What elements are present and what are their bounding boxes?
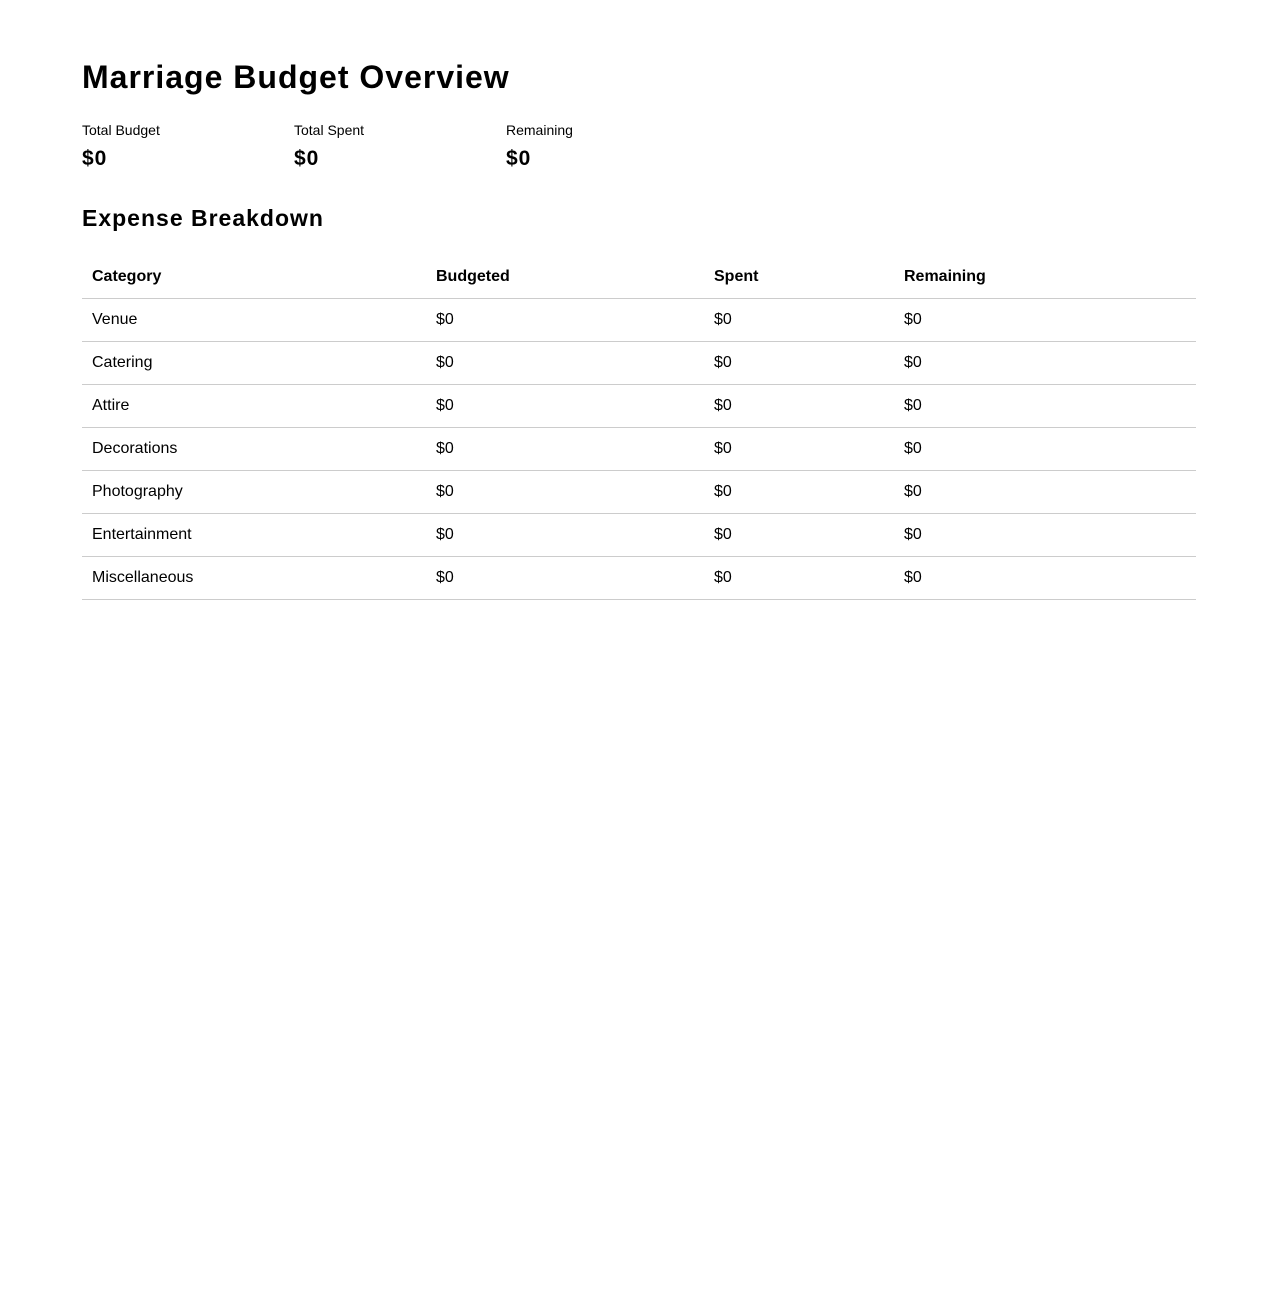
table-row: [82, 342, 1196, 385]
remaining-cell: $0: [894, 342, 1196, 385]
remaining-cell: $0: [894, 428, 1196, 471]
summary-label: Remaining: [506, 122, 573, 138]
budgeted-cell: $0: [426, 385, 704, 428]
summary-label: Total Budget: [82, 122, 160, 138]
summary-value: $0: [506, 147, 532, 170]
budgeted-cell: $0: [426, 471, 704, 514]
category-cell: Entertainment: [82, 514, 426, 557]
summary-total-budget: [82, 121, 294, 171]
budgeted-cell: $0: [426, 557, 704, 600]
summary-cards: [82, 121, 718, 171]
summary-total-spent: [294, 121, 506, 171]
expense-table: [82, 256, 1196, 600]
category-cell: Attire: [82, 385, 426, 428]
remaining-cell: $0: [894, 385, 1196, 428]
category-cell: Miscellaneous: [82, 557, 426, 600]
budgeted-cell: $0: [426, 514, 704, 557]
budgeted-cell: $0: [426, 299, 704, 342]
spent-cell: $0: [704, 385, 894, 428]
remaining-cell: $0: [894, 557, 1196, 600]
remaining-cell: $0: [894, 514, 1196, 557]
spent-cell: $0: [704, 299, 894, 342]
table-row: [82, 385, 1196, 428]
spent-cell: $0: [704, 514, 894, 557]
remaining-cell: $0: [894, 471, 1196, 514]
section-heading: Expense Breakdown: [82, 205, 324, 231]
table-row: [82, 428, 1196, 471]
column-header: Spent: [704, 256, 894, 299]
summary-label: Total Spent: [294, 122, 365, 138]
table-row: [82, 299, 1196, 342]
table-row: [82, 514, 1196, 557]
column-header: Category: [82, 256, 426, 299]
table-row: [82, 471, 1196, 514]
category-cell: Venue: [82, 299, 426, 342]
table-row: [82, 557, 1196, 600]
category-cell: Decorations: [82, 428, 426, 471]
category-cell: Catering: [82, 342, 426, 385]
summary-value: $0: [294, 147, 320, 170]
spent-cell: $0: [704, 428, 894, 471]
budgeted-cell: $0: [426, 342, 704, 385]
page-title: Marriage Budget Overview: [82, 59, 510, 95]
summary-remaining: [506, 121, 718, 171]
spent-cell: $0: [704, 471, 894, 514]
remaining-cell: $0: [894, 299, 1196, 342]
category-cell: Photography: [82, 471, 426, 514]
column-header: Budgeted: [426, 256, 704, 299]
budgeted-cell: $0: [426, 428, 704, 471]
spent-cell: $0: [704, 342, 894, 385]
column-header: Remaining: [894, 256, 1196, 299]
summary-value: $0: [82, 147, 108, 170]
spent-cell: $0: [704, 557, 894, 600]
table-header-row: [82, 256, 1196, 299]
